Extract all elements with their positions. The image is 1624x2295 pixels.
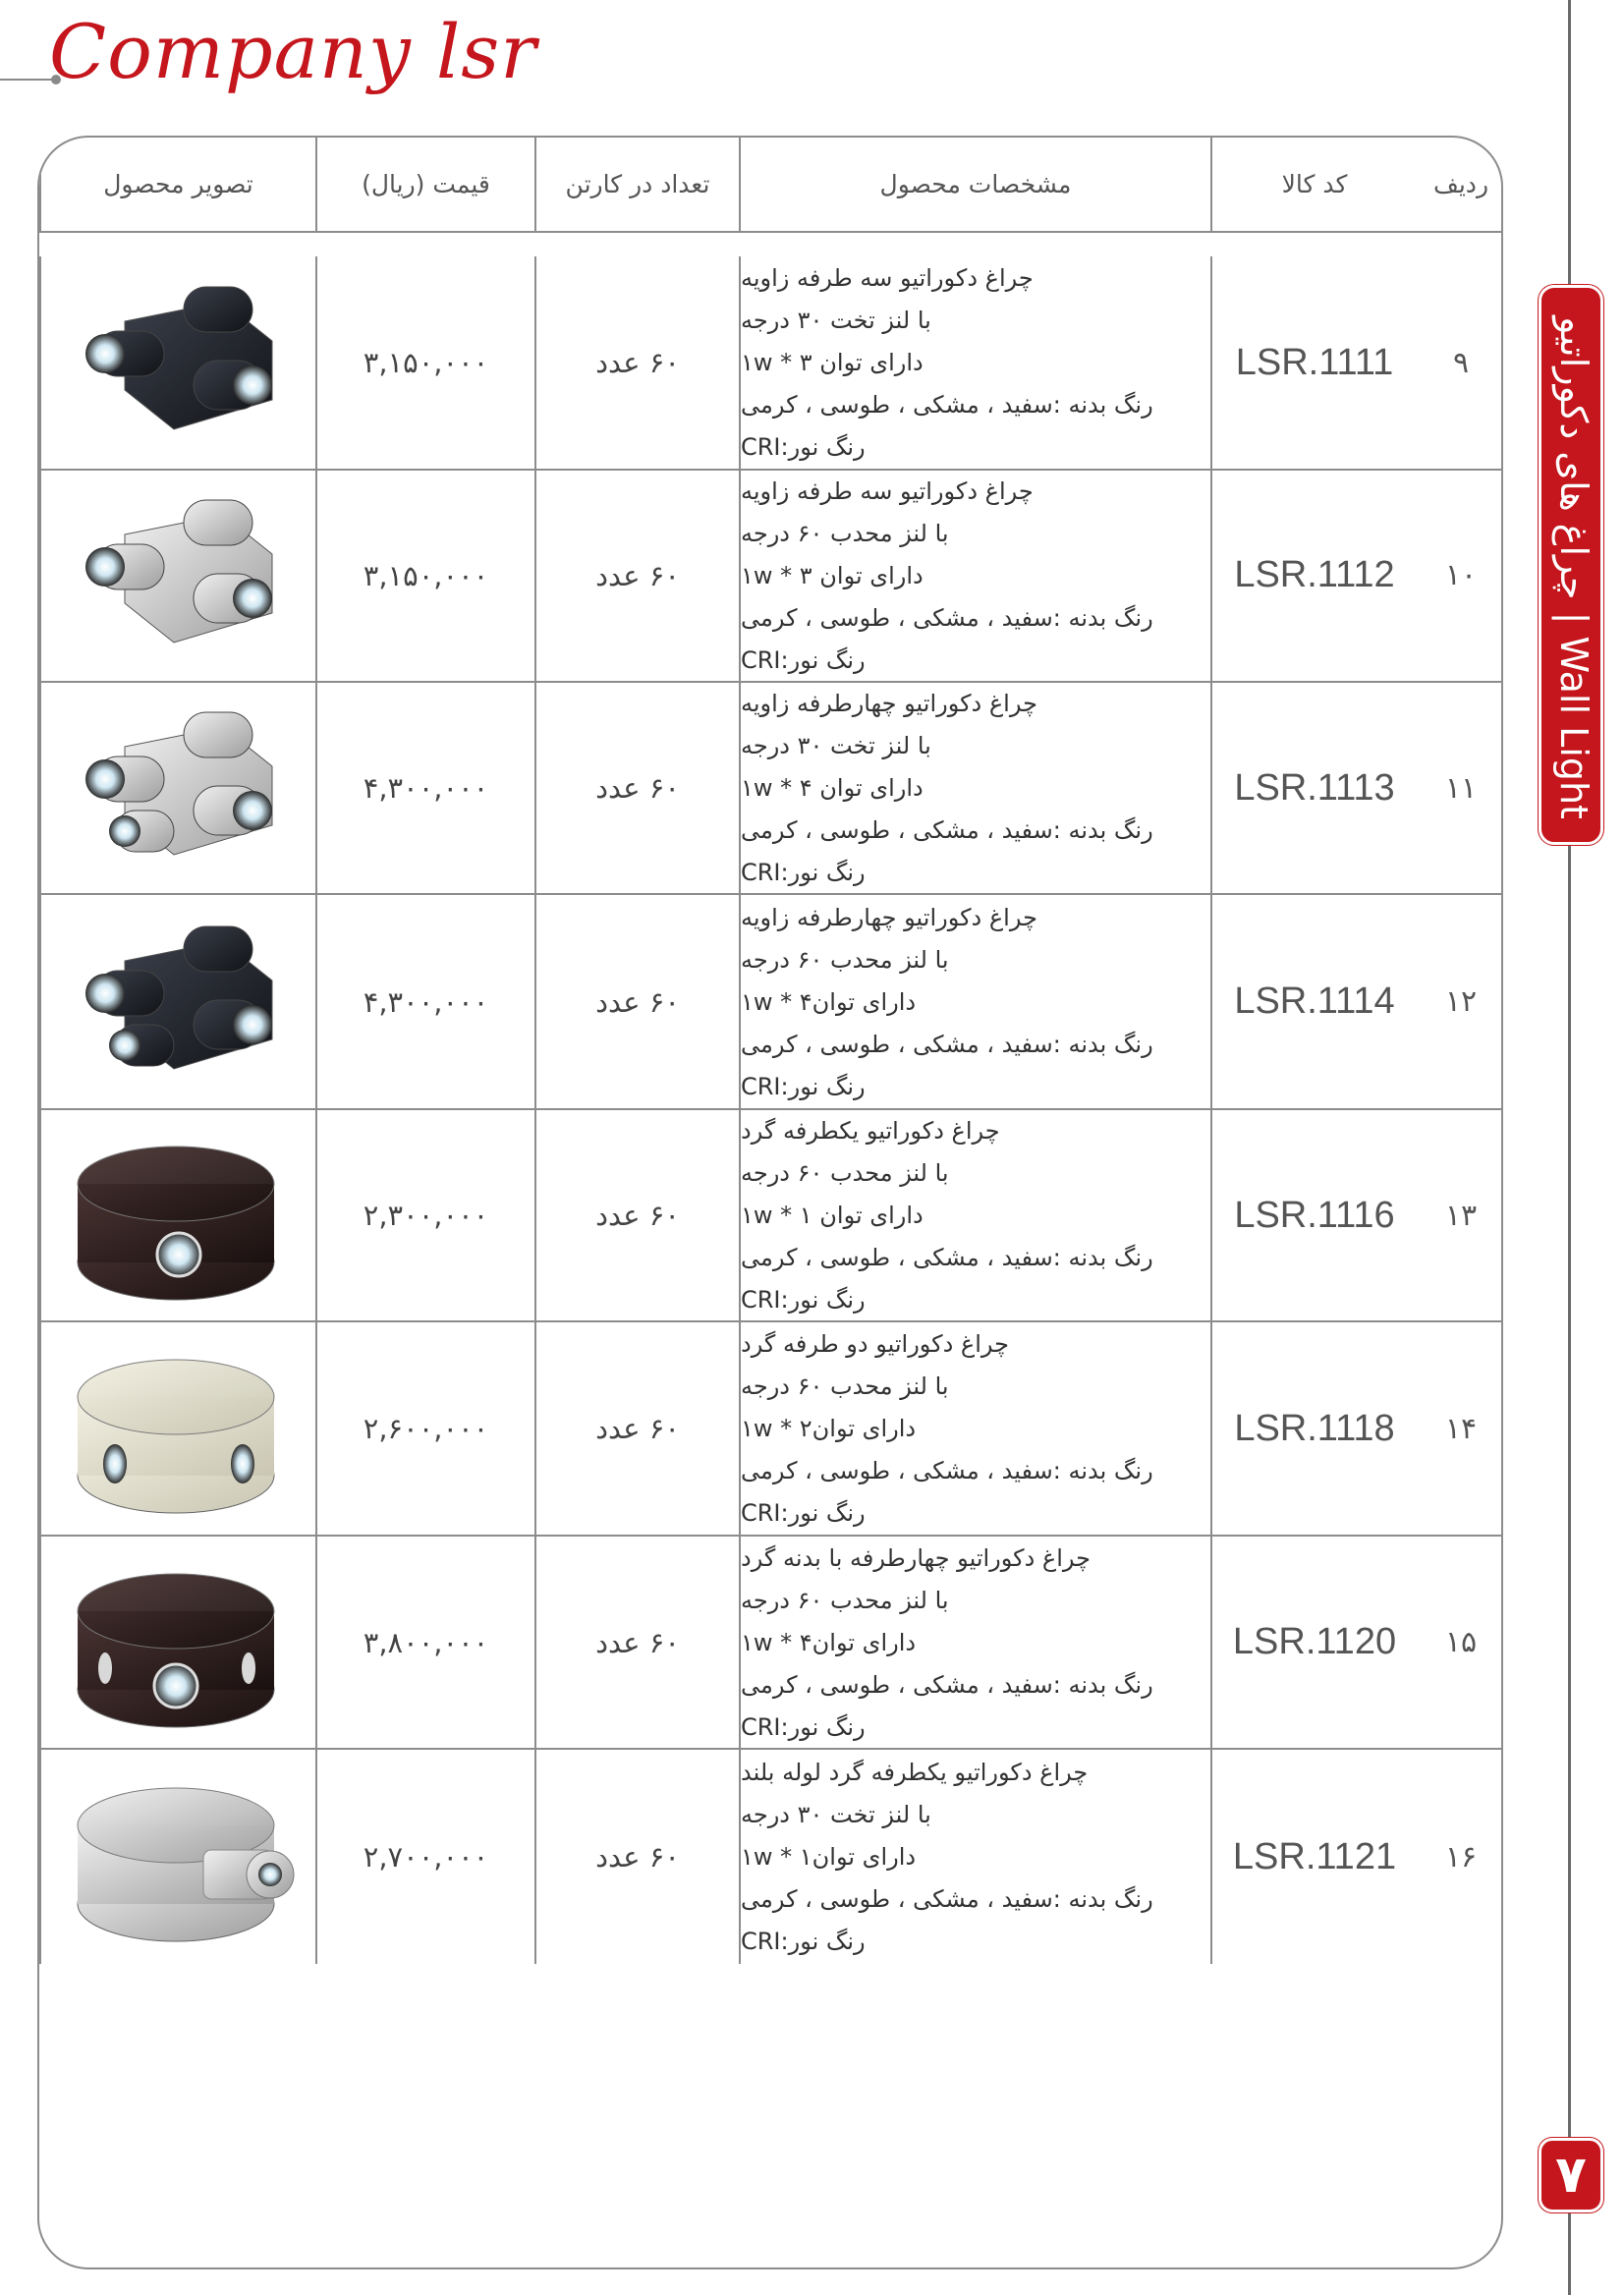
product-image — [39, 1322, 315, 1535]
spec-line: چراغ دکوراتیو چهارطرفه زاویه — [741, 690, 1037, 718]
row-number: ۱۰ — [1444, 558, 1478, 593]
product-specs — [739, 895, 1210, 1108]
carton-qty: ۶۰ عدد — [595, 346, 680, 379]
row-number-cell — [1417, 256, 1503, 469]
header-carton-qty — [534, 138, 739, 231]
carton-qty-cell — [534, 895, 739, 1108]
row-number-cell — [1417, 1750, 1503, 1964]
price-cell — [315, 895, 534, 1108]
category-tab-label: Wall Light | چراغ های دکوراتیو — [1552, 316, 1596, 819]
spec-line: دارای توان ۱w * ۴ — [741, 774, 924, 803]
spec-line: رنگ نور:CRI — [741, 1072, 866, 1100]
spec-line: رنگ نور:CRI — [741, 859, 866, 887]
header-row-no — [1417, 138, 1503, 231]
row-number: ۱۱ — [1444, 770, 1478, 806]
carton-qty: ۶۰ عدد — [595, 558, 680, 592]
price-cell — [315, 256, 534, 469]
carton-qty-cell — [534, 1322, 739, 1535]
header-row-no-label: ردیف — [1432, 170, 1489, 198]
table-row — [39, 1537, 1503, 1751]
table-row — [39, 471, 1503, 683]
header-carton-qty-label: تعداد در کارتن — [565, 170, 710, 198]
brand-line — [0, 79, 54, 81]
row-number-cell — [1417, 471, 1503, 681]
price-cell — [315, 1110, 534, 1320]
carton-qty-cell — [534, 471, 739, 681]
product-image-illustration — [56, 1328, 302, 1529]
row-number: ۱۶ — [1444, 1839, 1478, 1875]
spec-line: رنگ بدنه :سفید ، مشکی ، طوسی ، کرمی — [741, 1670, 1153, 1699]
table-row — [39, 895, 1503, 1110]
row-number: ۹ — [1452, 345, 1470, 380]
price: ۳,۸۰۰,۰۰۰ — [363, 1625, 489, 1659]
price-cell — [315, 683, 534, 893]
product-code-cell — [1210, 471, 1417, 681]
product-code: LSR.1120 — [1232, 1621, 1397, 1662]
header-image-label: تصویر محصول — [103, 170, 253, 198]
table-row — [39, 1750, 1503, 1964]
spec-line: رنگ بدنه :سفید ، مشکی ، طوسی ، کرمی — [741, 391, 1153, 419]
spec-line: رنگ بدنه :سفید ، مشکی ، طوسی ، کرمی — [741, 1885, 1153, 1913]
product-image — [39, 1110, 315, 1320]
header-specs-label: مشخصات محصول — [879, 170, 1072, 198]
spec-line: چراغ دکوراتیو چهارطرفه با بدنه گرد — [741, 1543, 1091, 1572]
spec-line: دارای توان ۱w * ۳ — [741, 561, 924, 589]
product-code: LSR.1118 — [1234, 1407, 1395, 1449]
spec-line: رنگ نور:CRI — [741, 1286, 866, 1315]
row-number-cell — [1417, 1322, 1503, 1535]
table-row — [39, 256, 1503, 471]
carton-qty-cell — [534, 1110, 739, 1320]
spec-line: رنگ بدنه :سفید ، مشکی ، طوسی ، کرمی — [741, 1457, 1153, 1484]
spec-line: دارای توان۱w * ۴ — [741, 987, 917, 1016]
page-number-badge: ۷ — [1539, 2138, 1603, 2212]
product-specs — [739, 683, 1210, 893]
spec-line: با لنز تخت ۳۰ درجه — [741, 1801, 931, 1828]
spec-line: رنگ نور:CRI — [741, 1499, 866, 1527]
product-image-illustration — [56, 1115, 302, 1315]
header-code-label: کد کالا — [1281, 170, 1348, 198]
carton-qty-cell — [534, 256, 739, 469]
price-cell — [315, 471, 534, 681]
carton-qty-cell — [534, 1750, 739, 1964]
product-code-cell — [1210, 1322, 1417, 1535]
product-code-cell — [1210, 1750, 1417, 1964]
product-image-illustration — [56, 688, 302, 888]
carton-qty-cell — [534, 1537, 739, 1749]
header-specs — [739, 138, 1210, 231]
product-specs — [739, 1537, 1210, 1749]
spec-line: رنگ بدنه :سفید ، مشکی ، طوسی ، کرمی — [741, 1244, 1153, 1272]
carton-qty: ۶۰ عدد — [595, 1412, 680, 1445]
product-code-cell — [1210, 895, 1417, 1108]
price: ۴,۳۰۰,۰۰۰ — [363, 771, 489, 806]
carton-qty-cell — [534, 683, 739, 893]
spec-line: رنگ بدنه :سفید ، مشکی ، طوسی ، کرمی — [741, 1030, 1153, 1058]
product-specs — [739, 471, 1210, 681]
price: ۴,۳۰۰,۰۰۰ — [363, 984, 489, 1019]
table-row — [39, 683, 1503, 895]
header-code — [1210, 138, 1417, 231]
product-code: LSR.1113 — [1234, 766, 1395, 809]
product-image — [39, 683, 315, 893]
product-image — [39, 895, 315, 1108]
carton-qty: ۶۰ عدد — [595, 1199, 680, 1233]
product-image-illustration — [56, 902, 302, 1102]
spec-line: دارای توان۱w * ۴ — [741, 1628, 917, 1656]
product-code: LSR.1111 — [1235, 341, 1394, 383]
product-table — [37, 136, 1503, 2269]
product-specs — [739, 1110, 1210, 1320]
spec-line: رنگ نور:CRI — [741, 645, 866, 674]
carton-qty: ۶۰ عدد — [595, 1840, 680, 1874]
spec-line: دارای توان۱w * ۲ — [741, 1415, 917, 1442]
price-cell — [315, 1322, 534, 1535]
product-specs — [739, 1750, 1210, 1964]
spec-line: دارای توان ۱w * ۱ — [741, 1202, 924, 1230]
spec-line: با لنز محدب ۶۰ درجه — [741, 519, 949, 547]
spec-line: دارای توان۱w * ۱ — [741, 1843, 917, 1871]
product-code-cell — [1210, 1110, 1417, 1320]
product-specs — [739, 256, 1210, 469]
spec-line: رنگ نور:CRI — [741, 1928, 866, 1955]
table-row — [39, 1110, 1503, 1322]
spec-line: با لنز محدب ۶۰ درجه — [741, 1159, 949, 1188]
product-code: LSR.1116 — [1234, 1194, 1395, 1236]
row-number-cell — [1417, 1110, 1503, 1320]
spec-line: چراغ دکوراتیو سه طرفه زاویه — [741, 476, 1034, 505]
spec-line: با لنز محدب ۶۰ درجه — [741, 945, 949, 974]
price: ۳,۱۵۰,۰۰۰ — [363, 558, 489, 592]
product-image-illustration — [56, 1757, 302, 1957]
price: ۳,۱۵۰,۰۰۰ — [363, 346, 489, 379]
price: ۲,۳۰۰,۰۰۰ — [363, 1199, 489, 1233]
product-code-cell — [1210, 1537, 1417, 1749]
carton-qty: ۶۰ عدد — [595, 1625, 680, 1659]
spec-line: چراغ دکوراتیو دو طرفه گرد — [741, 1330, 1009, 1358]
spec-line: رنگ نور:CRI — [741, 1712, 866, 1741]
spec-line: با لنز محدب ۶۰ درجه — [741, 1372, 949, 1400]
spec-line: رنگ بدنه :سفید ، مشکی ، طوسی ، کرمی — [741, 816, 1153, 845]
spec-line: چراغ دکوراتیو یکطرفه گرد لوله بلند — [741, 1759, 1089, 1786]
row-number: ۱۵ — [1444, 1625, 1478, 1659]
price: ۲,۶۰۰,۰۰۰ — [363, 1412, 489, 1445]
product-code: LSR.1112 — [1234, 554, 1395, 596]
row-number: ۱۴ — [1444, 1411, 1478, 1446]
product-code-cell — [1210, 256, 1417, 469]
spec-line: رنگ نور:CRI — [741, 433, 866, 461]
product-code-cell — [1210, 683, 1417, 893]
row-number-cell — [1417, 683, 1503, 893]
spec-line: با لنز تخت ۳۰ درجه — [741, 732, 931, 760]
product-image — [39, 471, 315, 681]
spec-line: با لنز تخت ۳۰ درجه — [741, 307, 931, 334]
table-header — [39, 138, 1503, 233]
product-code: LSR.1121 — [1232, 1835, 1397, 1877]
price: ۲,۷۰۰,۰۰۰ — [363, 1840, 489, 1874]
product-specs — [739, 1322, 1210, 1535]
row-number: ۱۳ — [1444, 1198, 1478, 1233]
product-image — [39, 1537, 315, 1749]
spec-line: چراغ دکوراتیو سه طرفه زاویه — [741, 264, 1034, 292]
spec-line: چراغ دکوراتیو یکطرفه گرد — [741, 1117, 1000, 1146]
spec-line: با لنز محدب ۶۰ درجه — [741, 1586, 949, 1614]
spec-line: رنگ بدنه :سفید ، مشکی ، طوسی ، کرمی — [741, 603, 1153, 632]
product-code: LSR.1114 — [1234, 980, 1395, 1023]
price-cell — [315, 1537, 534, 1749]
header-price-label: قیمت (ریال) — [362, 170, 490, 198]
brand-logo: Company lsr — [49, 8, 537, 95]
price-cell — [315, 1750, 534, 1964]
spec-line: چراغ دکوراتیو چهارطرفه زاویه — [741, 903, 1037, 931]
row-number-cell — [1417, 895, 1503, 1108]
category-tab — [1539, 285, 1603, 845]
product-image — [39, 256, 315, 469]
header-price — [315, 138, 534, 231]
header-image — [39, 138, 315, 231]
carton-qty: ۶۰ عدد — [595, 771, 680, 806]
carton-qty: ۶۰ عدد — [595, 984, 680, 1019]
row-number: ۱۲ — [1444, 984, 1478, 1020]
table-row — [39, 1322, 1503, 1537]
product-image-illustration — [56, 262, 302, 463]
product-image-illustration — [56, 1542, 302, 1743]
product-image-illustration — [56, 476, 302, 676]
row-number-cell — [1417, 1537, 1503, 1749]
product-image — [39, 1750, 315, 1964]
spec-line: دارای توان ۱w * ۳ — [741, 349, 924, 376]
